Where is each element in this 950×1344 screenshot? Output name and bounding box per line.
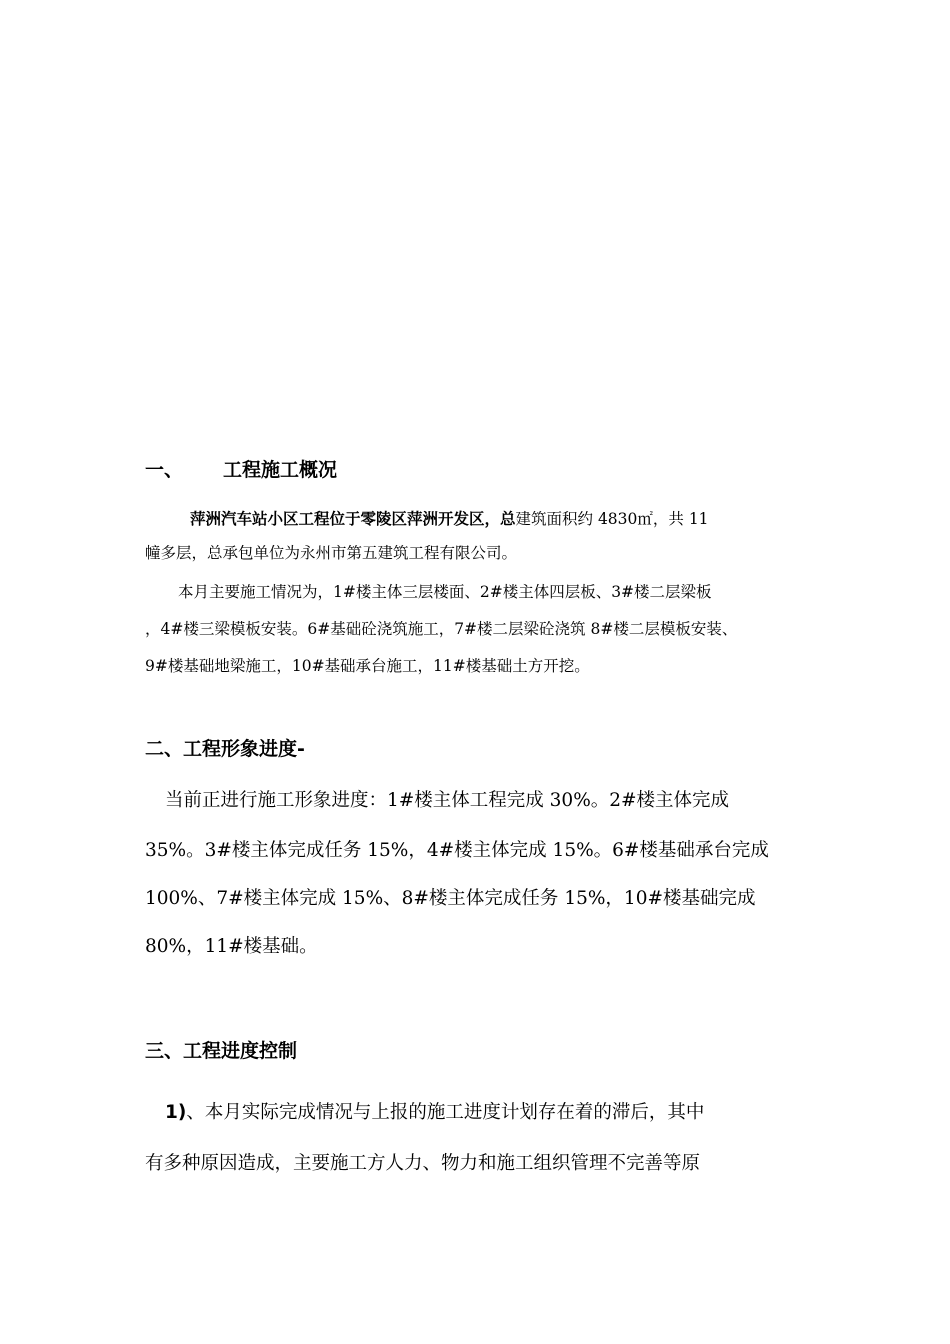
section-3-item-1-text: 、本月实际完成情况与上报的施工进度计划存在着的滞后，其中 bbox=[186, 1102, 705, 1123]
section-2-line-2: 35%。3#楼主体完成任务 15%，4#楼主体完成 15%。6#楼基础承台完成 bbox=[145, 840, 769, 861]
section-1-p2-line-2: ，4#楼三梁模板安装。6#基础砼浇筑施工，7#楼二层梁砼浇筑 8#楼二层模板安装、 bbox=[145, 620, 738, 638]
section-2-line-1: 当前正进行施工形象进度：1#楼主体工程完成 30%。2#楼主体完成 bbox=[165, 790, 730, 811]
section-3-heading: 三、工程进度控制 bbox=[145, 1040, 298, 1062]
section-2-line-3: 100%、7#楼主体完成 15%、8#楼主体完成任务 15%，10#楼基础完成 bbox=[145, 888, 756, 909]
section-2-heading: 二、工程形象进度- bbox=[145, 738, 305, 760]
section-1-heading bbox=[145, 455, 337, 482]
section-1-p1-bold: 萍洲汽车站小区工程位于零陵区萍洲开发区，总 bbox=[190, 510, 516, 528]
section-1-p2-line-3: 9#楼基础地梁施工，10#基础承台施工，11#楼基础土方开挖。 bbox=[145, 657, 590, 675]
section-3-item-1-line-1 bbox=[165, 1098, 810, 1124]
section-1-p2-line-1: 本月主要施工情况为，1#楼主体三层楼面、2#楼主体四层板、3#楼二层梁板 bbox=[178, 583, 712, 601]
section-1-p1-rest: 建筑面积约 4830㎡，共 11 bbox=[515, 510, 709, 528]
section-3-item-1-line-2: 有多种原因造成，主要施工方人力、物力和施工组织管理不完善等原 bbox=[145, 1153, 701, 1174]
section-1-p1-line-1 bbox=[190, 507, 810, 529]
section-1-title: 工程施工概况 bbox=[223, 459, 338, 481]
section-1-number: 一、 bbox=[145, 459, 184, 481]
section-3-item-1-number: 1) bbox=[165, 1102, 187, 1123]
section-1-p1-line-2: 幢多层，总承包单位为永州市第五建筑工程有限公司。 bbox=[145, 544, 518, 562]
section-2-line-4: 80%，11#楼基础。 bbox=[145, 936, 318, 957]
